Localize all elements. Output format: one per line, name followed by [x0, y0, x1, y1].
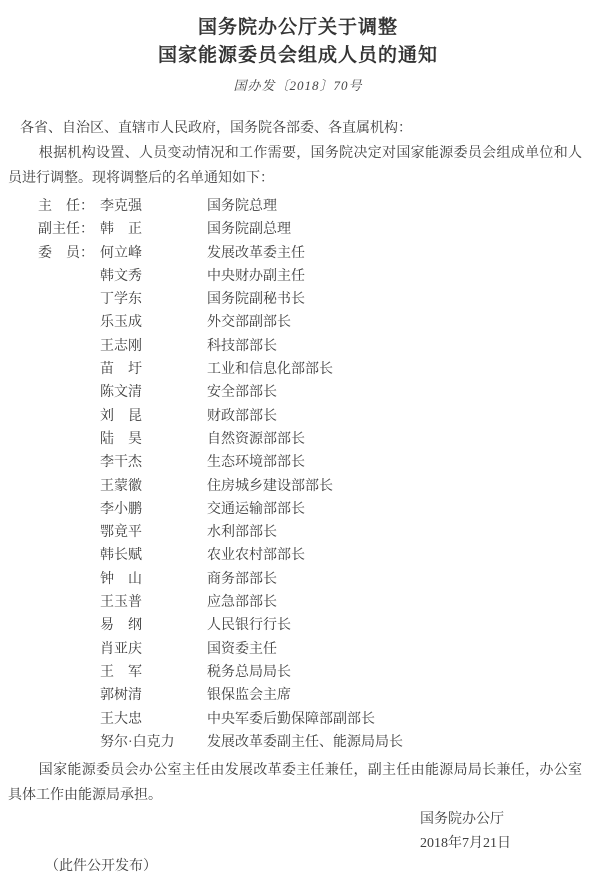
member-role	[38, 568, 100, 591]
member-title: 农业农村部部长	[207, 548, 305, 564]
member-role	[38, 428, 100, 451]
member-name: 刘 昆	[100, 408, 142, 424]
member-title: 水利部部长	[207, 525, 277, 541]
member-title: 银保监会主席	[207, 688, 291, 704]
member-title: 人民银行行长	[207, 618, 291, 634]
member-role	[38, 475, 100, 498]
member-role	[38, 731, 100, 754]
member-name: 韩长赋	[100, 548, 142, 564]
member-name: 郭树清	[100, 688, 142, 704]
member-role	[38, 708, 100, 731]
member-role	[38, 335, 100, 358]
member-name: 丁学东	[100, 292, 142, 308]
member-name: 王 军	[100, 664, 142, 680]
member-title: 工业和信息化部部长	[207, 362, 333, 378]
member-row	[8, 358, 588, 381]
signature-issuer: 国务院办公厅	[420, 812, 504, 828]
member-name: 李小鹏	[100, 501, 142, 517]
member-row	[8, 708, 588, 731]
member-name: 易 纲	[100, 618, 142, 634]
member-role: 委 员：	[38, 245, 94, 261]
member-role	[38, 265, 100, 288]
member-row	[8, 544, 588, 567]
member-name: 李干杰	[100, 455, 142, 471]
member-row	[8, 218, 588, 241]
member-title: 发展改革委副主任、能源局局长	[207, 734, 403, 750]
member-role	[38, 684, 100, 707]
member-row	[8, 288, 588, 311]
member-name: 鄂竟平	[100, 525, 142, 541]
signature-block	[420, 808, 588, 856]
member-title: 住房城乡建设部部长	[207, 478, 333, 494]
member-row	[8, 661, 588, 684]
member-role	[38, 591, 100, 614]
member-title: 科技部部长	[207, 338, 277, 354]
member-name: 苗 圩	[100, 362, 142, 378]
member-title: 交通运输部部长	[207, 501, 305, 517]
member-row	[8, 475, 588, 498]
member-row	[8, 684, 588, 707]
member-role: 副主任：	[38, 222, 94, 238]
member-name: 王玉普	[100, 595, 142, 611]
member-role	[38, 498, 100, 521]
salutation-line: 各省、自治区、直辖市人民政府，国务院各部委、各直属机构：	[20, 121, 412, 136]
member-title: 发展改革委主任	[207, 245, 305, 261]
document-title-line-1: 国务院办公厅关于调整	[197, 17, 398, 38]
member-row	[8, 498, 588, 521]
member-name: 陆 昊	[100, 431, 142, 447]
member-row	[8, 731, 588, 754]
member-title: 国务院总理	[207, 199, 277, 214]
member-title: 生态环境部部长	[207, 455, 305, 471]
member-title: 商务部部长	[207, 571, 277, 587]
member-role	[38, 358, 100, 381]
member-role	[38, 544, 100, 567]
closing-paragraph: 国家能源委员会办公室主任由发展改革委主任兼任，副主任由能源局局长兼任，办公室具体工作由能源局承担。	[8, 763, 582, 804]
member-row	[8, 265, 588, 288]
member-list	[8, 195, 588, 754]
member-row	[8, 405, 588, 428]
member-role	[38, 638, 100, 661]
member-role	[38, 405, 100, 428]
member-role	[38, 451, 100, 474]
member-name: 王蒙徽	[100, 478, 142, 494]
document-title-line-2: 国家能源委员会组成人员的通知	[157, 45, 438, 66]
member-name: 乐玉成	[100, 315, 142, 331]
member-name: 肖亚庆	[100, 641, 142, 657]
member-title: 应急部部长	[207, 595, 277, 611]
member-role	[38, 288, 100, 311]
member-role	[38, 381, 100, 404]
member-title: 国务院副总理	[207, 222, 291, 238]
member-row	[8, 451, 588, 474]
member-name: 陈文清	[100, 385, 142, 401]
member-role: 主 任：	[38, 199, 94, 214]
member-title: 税务总局局长	[207, 664, 291, 680]
member-role	[38, 311, 100, 334]
member-row	[8, 428, 588, 451]
intro-paragraph: 根据机构设置、人员变动情况和工作需要，国务院决定对国家能源委员会组成单位和人员进行调整。现将调整后的名单通知如下：	[8, 146, 582, 186]
member-row	[8, 591, 588, 614]
member-role	[38, 521, 100, 544]
member-name: 韩 正	[100, 222, 142, 238]
member-name: 王志刚	[100, 338, 142, 354]
member-name: 钟 山	[100, 571, 142, 587]
member-role	[38, 661, 100, 684]
member-title: 自然资源部部长	[207, 431, 305, 447]
member-row	[8, 381, 588, 404]
member-title: 中央财办副主任	[207, 268, 305, 284]
member-name: 王大忠	[100, 711, 142, 727]
member-title: 中央军委后勤保障部副部长	[207, 711, 375, 727]
member-title: 安全部部长	[207, 385, 277, 401]
member-row	[8, 638, 588, 661]
member-row	[8, 311, 588, 334]
member-title: 财政部部长	[207, 408, 277, 424]
member-row	[8, 521, 588, 544]
public-release-note: （此件公开发布）	[45, 859, 157, 875]
member-row	[8, 335, 588, 358]
member-row	[8, 242, 588, 265]
member-name: 韩文秀	[100, 268, 142, 284]
member-row	[8, 614, 588, 637]
member-name: 努尔·白克力	[100, 734, 175, 750]
signature-date: 2018年7月21日	[420, 836, 511, 852]
member-title: 国务院副秘书长	[207, 292, 305, 308]
member-name: 何立峰	[100, 245, 142, 261]
member-name: 李克强	[100, 199, 142, 214]
member-row	[8, 568, 588, 591]
member-title: 外交部副部长	[207, 315, 291, 331]
member-row	[8, 195, 588, 218]
member-role	[38, 614, 100, 637]
document-number: 国办发〔2018〕70号	[233, 78, 363, 93]
member-title: 国资委主任	[207, 641, 277, 657]
